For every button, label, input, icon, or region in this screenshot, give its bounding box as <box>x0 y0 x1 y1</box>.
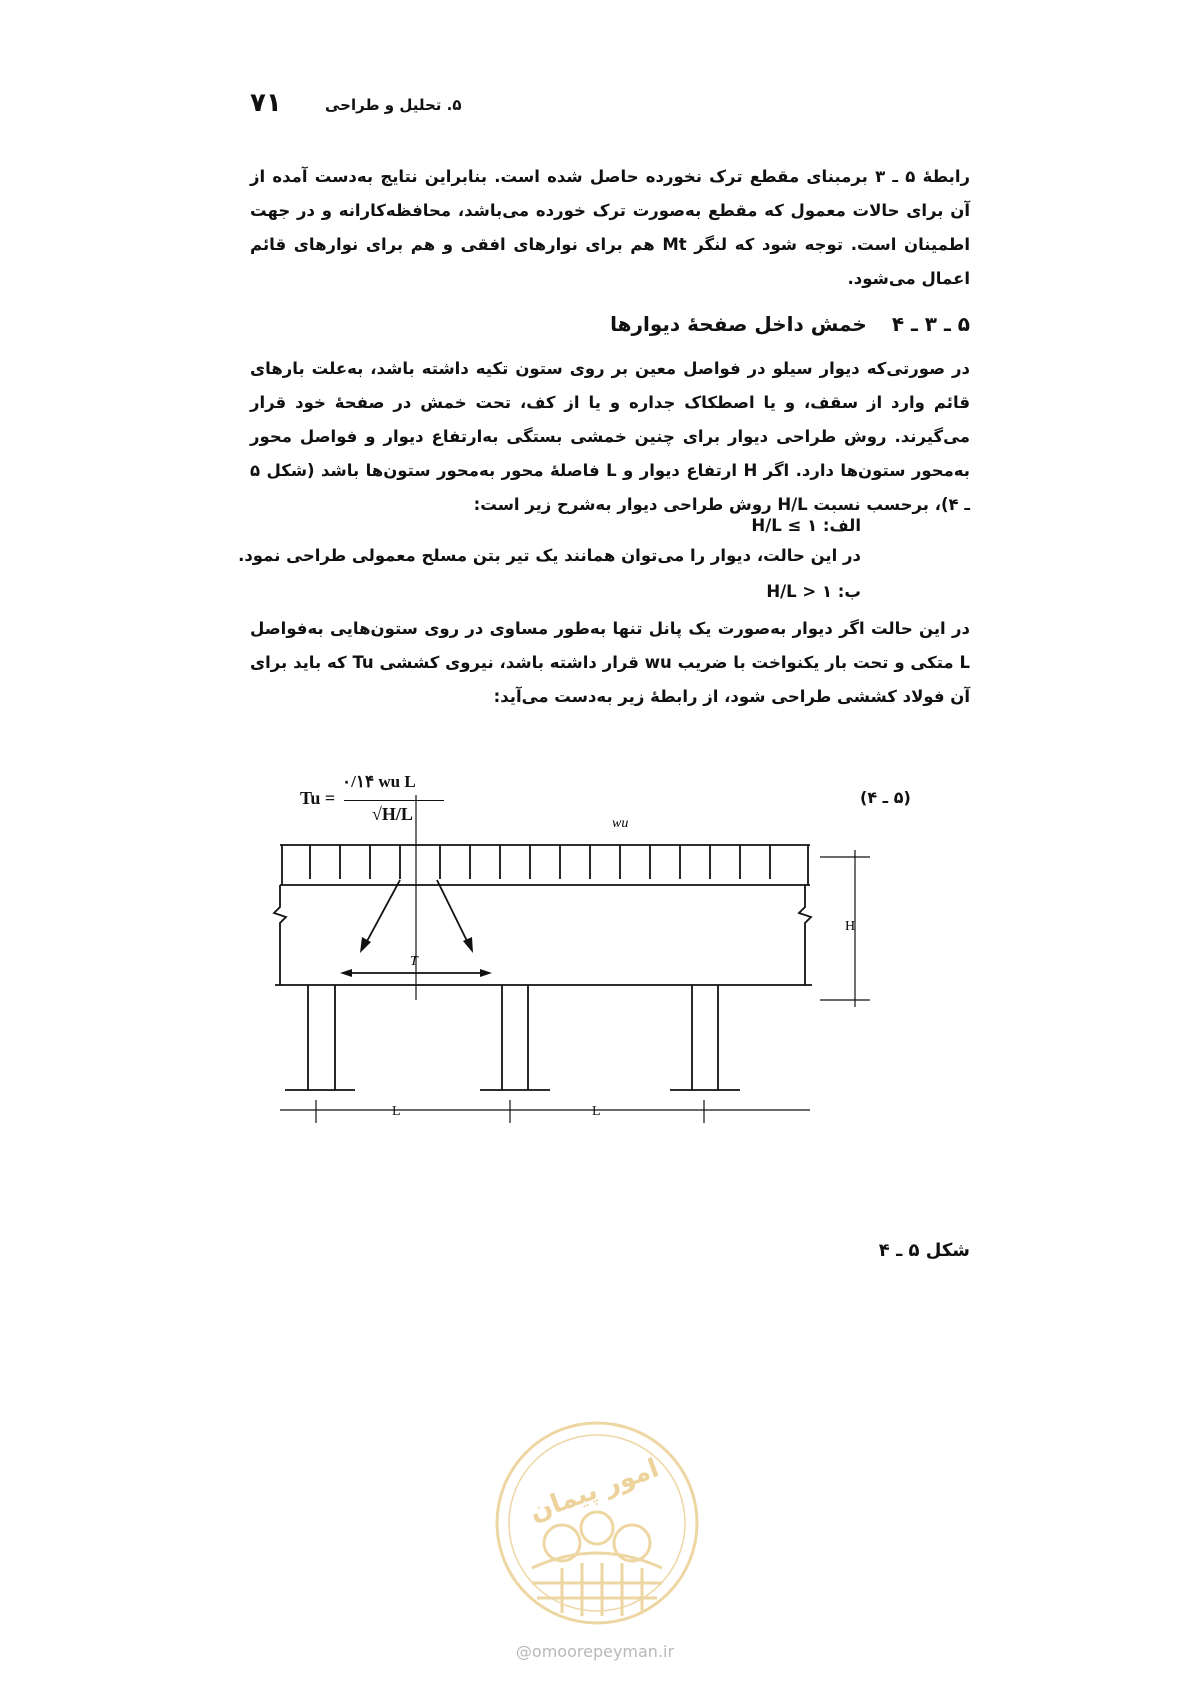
wall-right-break <box>799 885 811 985</box>
tension-label: T <box>410 954 418 969</box>
figure-caption: شکل ۵ ـ ۴ <box>878 1240 970 1261</box>
fraction-bar <box>344 800 444 801</box>
compression-arrow-left <box>366 880 400 943</box>
wall-diagram <box>280 816 940 1225</box>
equation-denominator: √H/L <box>372 804 413 824</box>
section-number: ۵ ـ ۳ ـ ۴ <box>891 312 970 336</box>
watermark-logo-text: امور پیمان <box>525 1453 663 1528</box>
load-label: wu <box>612 816 629 831</box>
load-arrows <box>310 845 770 879</box>
case-b-label: ب: H/L > ۱ <box>766 582 861 601</box>
equation-lhs: Tu = <box>300 788 336 808</box>
equation <box>300 770 460 840</box>
section-heading <box>250 312 970 336</box>
span-label-2: L <box>592 1104 601 1119</box>
height-label: H <box>845 919 856 934</box>
case-a-label: الف: H/L ≤ ۱ <box>751 516 861 535</box>
watermark-logo <box>492 1418 702 1628</box>
case-b-text: در این حالت اگر دیوار به‌صورت یک پانل تنها به‌طور مساوی در روی ستون‌هایی به‌فواصل L متکی و تحت بار یکنواخت با ضریب wu قرار داشته باشد، نیروی کششی Tu که باید برای آن فولاد کششی طراحی شود، از رابطهٔ زیر به‌دست می‌آید: <box>250 619 970 706</box>
page-header <box>250 88 462 128</box>
intro-paragraph: رابطهٔ ۵ ـ ۳ برمبنای مقطع ترک نخورده حاصل شده است. بنابراین نتایج به‌دست آمده از آن برای حالات معمول که مقطع به‌صورت ترک خورده می‌باشد، محافظه‌کارانه و در جهت اطمینان است. توجه شود که لنگر Mt هم برای نوارهای افقی و هم برای نوارهای قائم اعمال می‌شود. <box>250 167 970 288</box>
span-label-1: L <box>392 1104 401 1119</box>
section-title: خمش داخل صفحهٔ دیوارها <box>610 312 867 336</box>
wall-left-break <box>274 885 286 985</box>
page-number: ۷۱ <box>250 88 282 118</box>
case-a-text: در این حالت، دیوار را می‌توان همانند یک تیر بتن مسلح معمولی طراحی نمود. <box>238 546 861 565</box>
section-paragraph: در صورتی‌که دیوار سیلو در فواصل معین بر روی ستون تکیه داشته باشد، به‌علت بارهای قائم وارد از سقف، و یا اصطکاک جداره و یا از کف، تحت خمش در صفحهٔ خود قرار می‌گیرند. روش طراحی دیوار برای چنین خمشی بستگی به‌ارتفاع دیوار و فواصل محور به‌محور ستون‌ها دارد. اگر H ارتفاع دیوار و L فاصلهٔ محور به‌محور ستون‌ها باشد (شکل ۵ ـ ۴)، برحسب نسبت H/L روش طراحی دیوار به‌شرح زیر است: <box>250 359 970 514</box>
watermark-site: @omoorepeyman.ir <box>515 1642 675 1661</box>
compression-arrow-right <box>437 880 468 943</box>
equation-label: (۵ ـ ۴) <box>860 788 911 807</box>
chapter-title: ۵. تحلیل و طراحی <box>325 96 462 114</box>
equation-numerator: ۰/۱۴ wu L <box>342 772 416 791</box>
